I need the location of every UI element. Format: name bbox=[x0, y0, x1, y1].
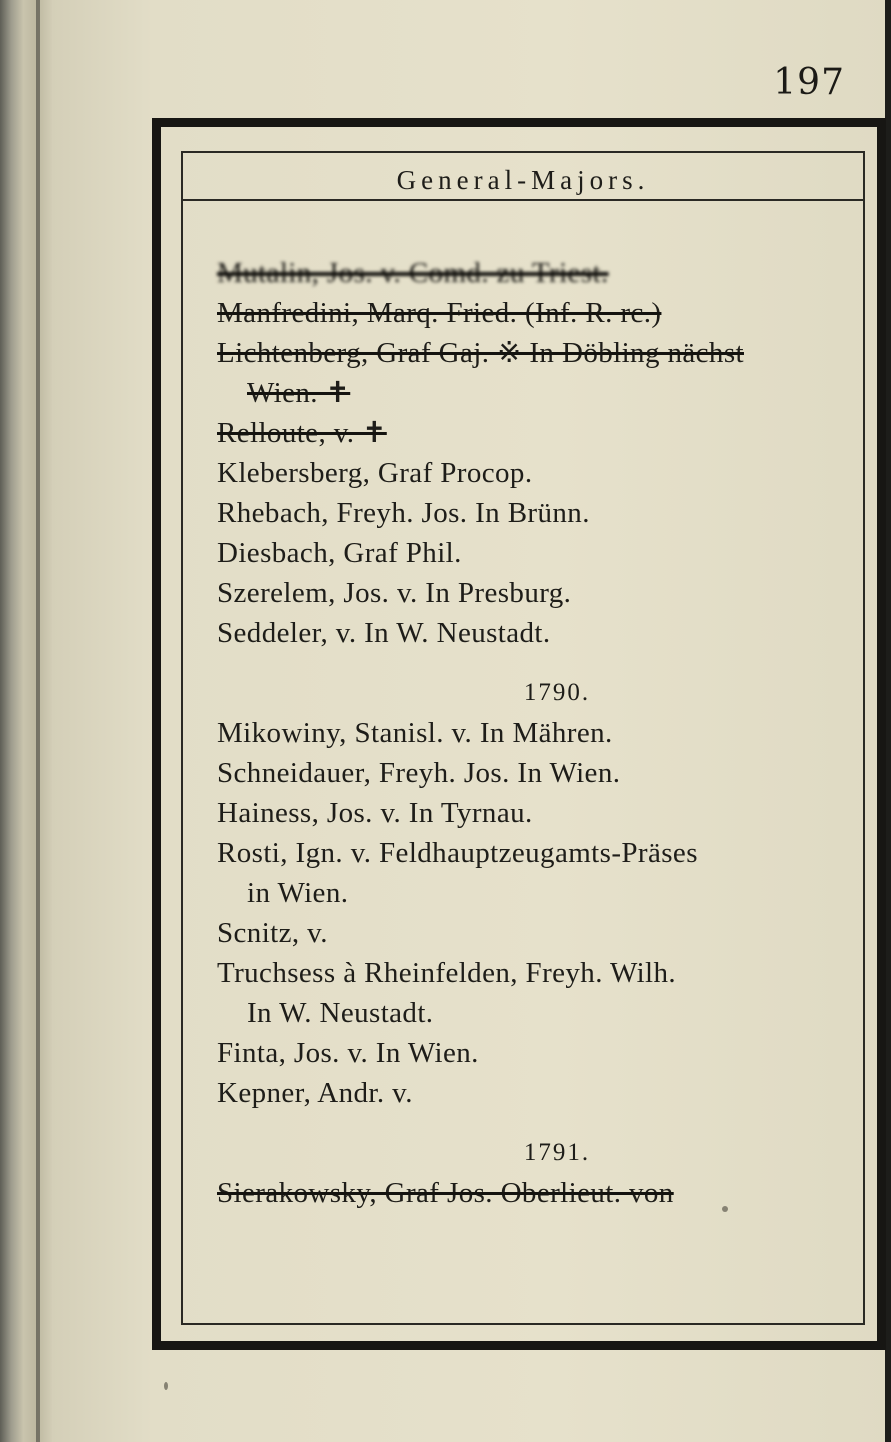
entry-text: Scnitz, v. bbox=[217, 917, 328, 949]
entry-text: Schneidauer, Freyh. Jos. In Wien. bbox=[217, 757, 621, 789]
entry-text: Rosti, Ign. v. Feldhauptzeugamts-Präses bbox=[217, 837, 698, 869]
entry-text: Szerelem, Jos. v. In Presburg. bbox=[217, 577, 572, 609]
entry-text: Sierakowsky, Graf Jos. Oberlieut. von bbox=[217, 1177, 674, 1209]
list-item-continuation bbox=[217, 873, 891, 913]
list-item bbox=[217, 493, 891, 533]
page-frame bbox=[152, 118, 886, 1350]
entry-text: Manfredini, Marq. Fried. (Inf. R. rc.) bbox=[217, 297, 662, 329]
list-item bbox=[217, 613, 891, 653]
entry-text: Finta, Jos. v. In Wien. bbox=[217, 1037, 479, 1069]
ink-speck bbox=[164, 1382, 168, 1390]
entry-text: Hainess, Jos. v. In Tyrnau. bbox=[217, 797, 533, 829]
list-item bbox=[217, 1073, 891, 1113]
list-item bbox=[217, 533, 891, 573]
list-item bbox=[217, 833, 891, 873]
year-heading-1791: 1791. bbox=[523, 1139, 591, 1166]
list-item bbox=[217, 713, 891, 753]
book-gutter bbox=[0, 0, 52, 1442]
entry-text: Diesbach, Graf Phil. bbox=[217, 537, 462, 569]
entry-text: in Wien. bbox=[247, 877, 349, 909]
list-item bbox=[217, 1033, 891, 1073]
entry-text: Lichtenberg, Graf Gaj. ※ In Döbling nächst bbox=[217, 337, 744, 369]
list-item bbox=[217, 913, 891, 953]
entry-text: In W. Neustadt. bbox=[247, 997, 434, 1029]
entry-text: Rhebach, Freyh. Jos. In Brünn. bbox=[217, 497, 590, 529]
entry-text: Wien. ✝ bbox=[247, 377, 351, 409]
list-item bbox=[217, 793, 891, 833]
entry-text: Kepner, Andr. v. bbox=[217, 1077, 413, 1109]
list-item bbox=[217, 413, 891, 453]
page-number: 197 bbox=[773, 62, 845, 103]
list-item bbox=[217, 293, 891, 333]
book-page bbox=[52, 0, 891, 1442]
entry-text: Seddeler, v. In W. Neustadt. bbox=[217, 617, 551, 649]
list-item bbox=[217, 253, 891, 293]
year-heading-1790: 1790. bbox=[523, 679, 591, 706]
entry-text: Relloute, v. ✝ bbox=[217, 417, 387, 449]
list-item bbox=[217, 333, 891, 373]
section-heading: General-Majors. bbox=[396, 165, 650, 195]
entry-text: Mutalin, Jos. v. Comd. zu Triest. bbox=[217, 257, 609, 289]
list-item-continuation bbox=[217, 373, 891, 413]
entry-text: Truchsess à Rheinfelden, Freyh. Wilh. bbox=[217, 957, 677, 989]
frame-inner-border bbox=[181, 151, 865, 1325]
list-item bbox=[217, 1173, 891, 1213]
list-item bbox=[217, 753, 891, 793]
entry-text: Klebersberg, Graf Procop. bbox=[217, 457, 533, 489]
heading-rule bbox=[183, 199, 863, 201]
list-item bbox=[217, 573, 891, 613]
list-item-continuation bbox=[217, 993, 891, 1033]
binding-line bbox=[36, 0, 40, 1442]
entry-list bbox=[217, 253, 891, 1213]
list-item bbox=[217, 953, 891, 993]
ink-speck bbox=[722, 1206, 728, 1212]
entry-text: Mikowiny, Stanisl. v. In Mähren. bbox=[217, 717, 613, 749]
list-item bbox=[217, 453, 891, 493]
